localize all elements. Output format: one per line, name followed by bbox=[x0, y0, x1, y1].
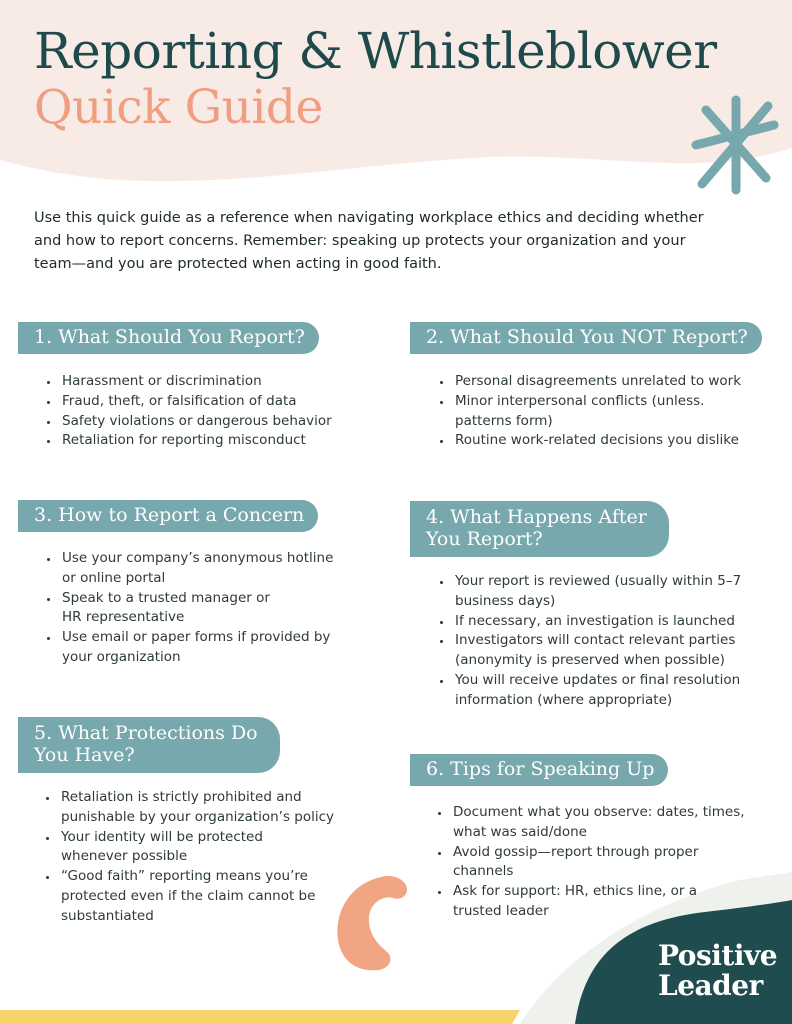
page-title-line2: Quick Guide bbox=[34, 80, 323, 135]
section-4-heading-line1: 4. What Happens After bbox=[426, 506, 647, 528]
section-4-heading-line2: You Report? bbox=[426, 528, 543, 550]
brand-logo-line2: Leader bbox=[658, 969, 763, 1002]
list-item: • Your identity will be protected whenever possible bbox=[59, 828, 281, 868]
list-item: • You will receive updates or final resolution information (where appropriate) bbox=[453, 671, 753, 711]
list-item: • Personal disagreements unrelated to work bbox=[453, 372, 753, 392]
section-5-heading bbox=[18, 717, 280, 773]
list-item: • Harassment or discrimination bbox=[60, 372, 390, 392]
section-5-heading-line1: 5. What Protections Do bbox=[34, 722, 258, 744]
section-1-heading: 1. What Should You Report? bbox=[18, 322, 319, 354]
list-item: • Safety violations or dangerous behavior bbox=[60, 412, 390, 432]
bottom-yellow-strip bbox=[0, 1010, 520, 1024]
list-item: • Fraud, theft, or falsification of data bbox=[60, 392, 390, 412]
section-6-list bbox=[435, 803, 761, 922]
section-2-list bbox=[437, 372, 753, 451]
brand-logo-line1: Positive bbox=[658, 939, 778, 972]
list-item: • Retaliation is strictly prohibited and punishable by your organization’s policy bbox=[59, 788, 349, 828]
section-6-heading: 6. Tips for Speaking Up bbox=[410, 754, 668, 786]
list-item: • Use your company’s anonymous hotline or online portal bbox=[60, 549, 350, 589]
section-1-list bbox=[44, 372, 390, 451]
list-item: • Investigators will contact relevant parties (anonymity is preserved when possible) bbox=[453, 631, 753, 671]
page-title-line1: Reporting & Whistleblower bbox=[34, 22, 717, 80]
list-item: • If necessary, an investigation is launched bbox=[453, 612, 753, 632]
section-2-heading: 2. What Should You NOT Report? bbox=[410, 322, 762, 354]
section-4-heading bbox=[410, 501, 669, 557]
section-4-list bbox=[437, 572, 753, 711]
section-5-heading-line2: You Have? bbox=[34, 744, 135, 766]
list-item: • Your report is reviewed (usually within 5–7 business days) bbox=[453, 572, 753, 612]
intro-paragraph: Use this quick guide as a reference when navigating workplace ethics and deciding whether and how to report concerns. Remember: speaking up protects your organization and your team—and you are protected when acting in good faith. bbox=[34, 210, 704, 272]
section-5-list bbox=[43, 788, 349, 927]
list-item: • Minor interpersonal conflicts (unless. patterns form) bbox=[453, 392, 753, 432]
list-item: • Ask for support: HR, ethics line, or a trusted leader bbox=[451, 882, 713, 922]
list-item: • Use email or paper forms if provided by your organization bbox=[60, 628, 350, 668]
brand-logo bbox=[658, 941, 777, 1001]
list-item: • Avoid gossip—report through proper channels bbox=[451, 843, 761, 883]
list-item: • Document what you observe: dates, times, what was said/done bbox=[451, 803, 753, 843]
list-item: • “Good faith” reporting means you’re protected even if the claim cannot be substantiated bbox=[59, 867, 321, 926]
list-item: • Retaliation for reporting misconduct bbox=[60, 431, 390, 451]
section-3-heading: 3. How to Report a Concern bbox=[18, 500, 318, 532]
list-item: • Routine work-related decisions you dislike bbox=[453, 431, 753, 451]
section-3-list bbox=[44, 549, 350, 668]
list-item: • Speak to a trusted manager or HR representative bbox=[60, 589, 272, 629]
